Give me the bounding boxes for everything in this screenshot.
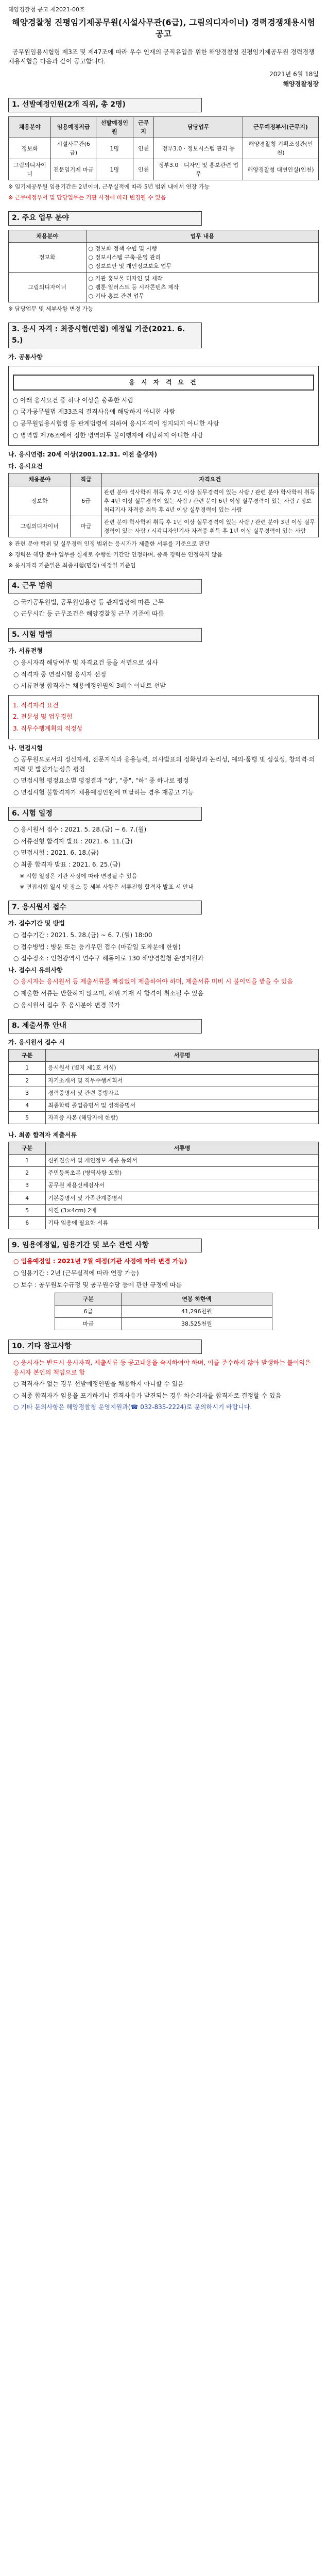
cell: 전문임기제 마급 bbox=[51, 159, 96, 180]
cell: 공무원 채용신체검사서 bbox=[46, 1179, 319, 1192]
table-row bbox=[9, 1111, 319, 1124]
box-line: 1. 적격자격 요건 bbox=[13, 701, 59, 709]
issuer: 해양경찰청장 bbox=[283, 80, 319, 88]
text-line: ○ 최종 합격자 발표 : 2021. 6. 25.(금) bbox=[13, 861, 121, 869]
cell: 시설사무관(6급) bbox=[51, 138, 96, 159]
note: ※ 임기제공무원 임용기간은 2년이며, 근무실적에 따라 5년 범위 내에서 연장 가능 bbox=[8, 183, 210, 191]
col-dept: 근무예정부서(근무지) bbox=[243, 116, 319, 138]
text-line: ○ 응시자는 반드시 응시자격, 제출서류 등 공고내용을 숙지하여야 하며, 이를 준수하지 않아 발생하는 불이익은 응시자 본인의 책임으로 함 bbox=[13, 1359, 311, 1376]
box-line: ○ 국가공무원법 제33조의 결격사유에 해당하지 아니한 사람 bbox=[13, 408, 176, 416]
col-pay: 연봉 하한액 bbox=[122, 1293, 272, 1306]
cell: 1명 bbox=[96, 159, 133, 180]
cell: 2 bbox=[9, 1167, 46, 1179]
cell: 자기소개서 및 직무수행계획서 bbox=[46, 1074, 319, 1087]
col-no: 구분 bbox=[9, 1142, 46, 1155]
cell: 최종학력 졸업증명서 및 성적증명서 bbox=[46, 1099, 319, 1111]
table-row bbox=[55, 1318, 272, 1330]
cell: 해양경찰청 대변인실(인천) bbox=[243, 159, 319, 180]
table-row bbox=[9, 1204, 319, 1216]
table-row bbox=[9, 1074, 319, 1087]
text-line: ○ 면접시험 : 2021. 6. 18.(금) bbox=[13, 849, 99, 857]
table-row bbox=[9, 516, 319, 537]
col-grade: 직급 bbox=[71, 473, 101, 486]
cell: 1 bbox=[9, 1155, 46, 1167]
note: ※ 경력은 해당 분야 업무를 실제로 수행한 기간만 인정하며, 중복 경력은 인정하지 않음 bbox=[8, 551, 222, 558]
col-grade: 임용예정직급 bbox=[51, 116, 96, 138]
text-line: ○ 응시자격 해당여부 및 자격요건 등을 서면으로 심사 bbox=[13, 659, 158, 667]
note: ※ 면접시험 일시 및 장소 등 세부 사항은 서류전형 합격자 발표 시 안내 bbox=[20, 883, 194, 890]
text-line: ○ 응시원서 접수 후 응시분야 변경 불가 bbox=[13, 1001, 121, 1009]
text-line: ○ 최종 합격자가 임용을 포기하거나 결격사유가 발견되는 경우 차순위자를 합격자로 결정할 수 있음 bbox=[13, 1392, 281, 1399]
duty-table bbox=[8, 230, 319, 302]
text-line: ○ 근무시간 등 근무조건은 해양경찰청 근무 기준에 따름 bbox=[13, 610, 164, 618]
final-documents-table bbox=[8, 1142, 319, 1229]
text-line: ○ 제출한 서류는 반환하지 않으며, 허위 기재 시 합격이 취소될 수 있음 bbox=[13, 989, 204, 997]
cell: 1 bbox=[9, 1062, 46, 1074]
table-row bbox=[9, 1099, 319, 1111]
text-line: ○ 접수방법 : 방문 또는 등기우편 접수 (마감일 도착분에 한함) bbox=[13, 943, 181, 951]
cell: 5 bbox=[9, 1204, 46, 1216]
box-line: 2. 전문성 및 업무경험 bbox=[13, 713, 73, 721]
cell: 4 bbox=[9, 1192, 46, 1204]
col-req: 자격요건 bbox=[101, 473, 318, 486]
text-line: ○ 접수장소 : 인천광역시 연수구 해돋이로 130 해양경찰청 운영지원과 bbox=[13, 955, 204, 962]
cell: 6 bbox=[9, 1216, 46, 1229]
text-line: ○ 공무원으로서의 정신자세, 전문지식과 응용능력, 의사발표의 정확성과 논리성, 예의·품행 및 성실성, 창의력·의지력 및 발전가능성을 평정 bbox=[13, 756, 315, 773]
box-line: ○ 병역법 제76조에서 정한 병역의무 불이행자에 해당하지 아니한 사람 bbox=[13, 431, 203, 439]
cell: 5 bbox=[9, 1111, 46, 1124]
section-5-title: 5. 시험 방법 bbox=[8, 628, 202, 642]
text-line: ○ 임용예정일 : 2021년 7월 예정(기관 사정에 따라 변경 가능) bbox=[13, 1258, 187, 1265]
cell: 3 bbox=[9, 1179, 46, 1192]
box-line: 3. 직무수행계획의 적정성 bbox=[13, 725, 82, 732]
table-row bbox=[9, 1192, 319, 1204]
cell: 응시원서 (별지 제1호 서식) bbox=[46, 1062, 319, 1074]
col-count: 선발예정인원 bbox=[96, 116, 133, 138]
cell: 주민등록초본 (병역사항 포함) bbox=[46, 1167, 319, 1179]
cell: 경력증명서 및 관련 증빙자료 bbox=[46, 1087, 319, 1099]
cell: 사진 (3×4cm) 2매 bbox=[46, 1204, 319, 1216]
text-line: ○ 응시원서 접수 : 2021. 5. 28.(금) ~ 6. 7.(월) bbox=[13, 826, 147, 834]
col-location: 근무지 bbox=[133, 116, 154, 138]
cell: 마급 bbox=[71, 516, 101, 537]
note: ※ 응시자격 기준일은 최종시험(면접) 예정일 기준임 bbox=[8, 562, 136, 569]
text-line: ○ 임용기간 : 2년 (근무실적에 따라 연장 가능) bbox=[13, 1269, 139, 1277]
cell: 6급 bbox=[55, 1306, 122, 1318]
box-line: ○ 아래 응시요건 중 하나 이상을 충족한 사람 bbox=[13, 396, 134, 404]
note: ※ 관련 분야 학위 및 실무경력 인정 범위는 응시자가 제출한 서류를 기준으로 판단 bbox=[8, 540, 210, 547]
table-row bbox=[9, 273, 319, 302]
pay-table bbox=[55, 1293, 272, 1330]
cell: 그림의디자이너 bbox=[9, 273, 87, 302]
col-doc: 서류명 bbox=[46, 1142, 319, 1155]
table-row bbox=[9, 1062, 319, 1074]
col-field: 채용분야 bbox=[9, 116, 51, 138]
cell: 3 bbox=[9, 1087, 46, 1099]
section-6-title: 6. 시험 일정 bbox=[8, 807, 202, 821]
page-title: 해양경찰청 진평임기제공무원(시설사무관(6급), 그림의디자이너) 경력경쟁채용시험 공고 bbox=[12, 18, 315, 39]
section-1-title: 1. 선발예정인원(2개 직위, 총 2명) bbox=[8, 98, 202, 112]
cell: 정보화 bbox=[9, 486, 71, 516]
cell: ○ 정보화 정책 수립 및 시행 ○ 정보시스템 구축·운영 관리 ○ 정보보안 및 개인정보보호 업무 bbox=[86, 243, 319, 273]
requirement-table bbox=[8, 473, 319, 537]
notice-date: 2021년 6월 18일 bbox=[269, 71, 319, 78]
col-duty: 업무 내용 bbox=[86, 230, 319, 242]
cell: 정부3.0 · 정보시스템 관리 등 bbox=[154, 138, 243, 159]
cell: 인천 bbox=[133, 159, 154, 180]
documents-table bbox=[8, 1049, 319, 1124]
cell: ○ 기관 홍보물 디자인 및 제작 ○ 웹툰·일러스트 등 시각콘텐츠 제작 ○ 기타 홍보 관련 업무 bbox=[86, 273, 319, 302]
cell: 38,525천원 bbox=[122, 1318, 272, 1330]
table-row bbox=[9, 486, 319, 516]
text-line: ○ 보수 : 공무원보수규정 및 공무원수당 등에 관한 규정에 따름 bbox=[13, 1281, 182, 1289]
table-row bbox=[9, 1216, 319, 1229]
section-10-title: 10. 기타 참고사항 bbox=[8, 1340, 202, 1354]
intro-text: 공무원임용시험령 제3조 및 제47조에 따라 우수 인재의 공직유입을 위한 해양경찰청 진평임기제공무원 경력경쟁채용시험을 다음과 같이 공고합니다. bbox=[8, 48, 315, 65]
table-row bbox=[55, 1306, 272, 1318]
text-line: ○ 서류전형 합격자 발표 : 2021. 6. 11.(금) bbox=[13, 837, 133, 845]
cell: 기타 임용에 필요한 서류 bbox=[46, 1216, 319, 1229]
text-line: ○ 면접시험 불합격자가 채용예정인원에 미달하는 경우 재공고 가능 bbox=[13, 788, 194, 796]
text-line: ○ 응시자는 응시원서 등 제출서류를 빠짐없이 제출하여야 하며, 제출서류 미비 시 불이익을 받을 수 있음 bbox=[13, 978, 293, 986]
subheading: 나. 면접시험 bbox=[8, 744, 43, 752]
selection-table bbox=[8, 116, 319, 180]
cell: 관련 분야 학사학위 취득 후 1년 이상 실무경력이 있는 사람 / 관련 분야 3년 이상 실무경력이 있는 사람 / 시각디자인기사 자격증 취득 후 1년 이상 실무경력이 있는 사람 bbox=[101, 516, 318, 537]
subheading: 가. 접수기간 및 방법 bbox=[8, 920, 65, 927]
note: ※ 담당업무 및 세부사항 변경 가능 bbox=[8, 306, 93, 313]
col-grade: 구분 bbox=[55, 1293, 122, 1306]
note: ※ 시험 일정은 기관 사정에 따라 변경될 수 있음 bbox=[20, 872, 137, 879]
text-line: ○ 국가공무원법, 공무원임용령 등 관계법령에 따른 근무 bbox=[13, 598, 164, 606]
cell: 자격증 사본 (해당자에 한함) bbox=[46, 1111, 319, 1124]
cell: 1명 bbox=[96, 138, 133, 159]
col-field: 채용분야 bbox=[9, 230, 87, 242]
section-7-title: 7. 응시원서 접수 bbox=[8, 901, 202, 915]
section-3-title: 3. 응시 자격 : 최종시험(면접) 예정일 기준(2021. 6. 5.) bbox=[8, 323, 202, 348]
section-8-title: 8. 제출서류 안내 bbox=[8, 1019, 202, 1033]
cell: 그림의디자이너 bbox=[9, 516, 71, 537]
box-title: 응 시 자 격 요 건 bbox=[13, 375, 314, 391]
qualification-box bbox=[8, 366, 319, 446]
cell: 정부3.0 · 디자인 및 홍보관련 업무 bbox=[154, 159, 243, 180]
subheading: 가. 공통사항 bbox=[8, 353, 43, 361]
cell: 2 bbox=[9, 1074, 46, 1087]
cell: 정보화 bbox=[9, 138, 51, 159]
subheading: 나. 접수시 유의사항 bbox=[8, 966, 63, 974]
section-9-title: 9. 임용예정일, 임용기간 및 보수 관련 사항 bbox=[8, 1239, 202, 1253]
contact-line: ○ 기타 문의사항은 해양경찰청 운영지원과(☎ 032-835-2224)로 문의하시기 바랍니다. bbox=[13, 1403, 252, 1411]
table-row bbox=[9, 138, 319, 159]
cell: 마급 bbox=[55, 1318, 122, 1330]
cell: 관련 분야 석사학위 취득 후 2년 이상 실무경력이 있는 사람 / 관련 분야 학사학위 취득 후 4년 이상 실무경력이 있는 사람 / 관련 분야 6년 이상 실무경력이 있는 사람 / 정보처리기사 자격증 취득 후 4년 이상 실무경력이 있는 사람 bbox=[101, 486, 318, 516]
col-no: 구분 bbox=[9, 1049, 46, 1062]
table-row bbox=[9, 159, 319, 180]
table-row bbox=[9, 1167, 319, 1179]
table-row bbox=[9, 1087, 319, 1099]
col-doc: 서류명 bbox=[46, 1049, 319, 1062]
cell: 해양경찰청 기획조정관(인천) bbox=[243, 138, 319, 159]
note: ※ 근무예정부서 및 담당업무는 기관 사정에 따라 변경될 수 있음 bbox=[8, 194, 166, 201]
section-2-title: 2. 주요 업무 분야 bbox=[8, 211, 202, 226]
box-line: ○ 공무원임용시험령 등 관계법령에 의하여 응시자격이 정지되지 아니한 사람 bbox=[13, 420, 219, 428]
subheading: 다. 응시요건 bbox=[8, 462, 43, 470]
cell: 기본증명서 및 가족관계증명서 bbox=[46, 1192, 319, 1204]
cell: 정보화 bbox=[9, 243, 87, 273]
table-row bbox=[9, 1155, 319, 1167]
subheading: 가. 서류전형 bbox=[8, 647, 43, 655]
subheading: 나. 응시연령: 20세 이상(2001.12.31. 이전 출생자) bbox=[8, 451, 158, 459]
criteria-box bbox=[8, 695, 319, 739]
cell: 인천 bbox=[133, 138, 154, 159]
col-field: 채용분야 bbox=[9, 473, 71, 486]
text-line: ○ 면접시험 평정요소별 평정결과 "상", "중", "하" 중 하나로 평정 bbox=[13, 777, 189, 785]
subheading: 나. 최종 합격자 제출서류 bbox=[8, 1131, 77, 1139]
cell: 4 bbox=[9, 1099, 46, 1111]
text-line: ○ 적격자 중 면접시험 응시자 선정 bbox=[13, 670, 107, 678]
section-4-title: 4. 근무 범위 bbox=[8, 579, 202, 594]
col-duty: 담당업무 bbox=[154, 116, 243, 138]
text-line: ○ 접수기간 : 2021. 5. 28.(금) ~ 6. 7.(월) 18:00 bbox=[13, 931, 152, 939]
text-line: ○ 서류전형 합격자는 채용예정인원의 3배수 이내로 선발 bbox=[13, 682, 166, 690]
cell: 신원진술서 및 개인정보 제공 동의서 bbox=[46, 1155, 319, 1167]
notice-number: 해양경찰청 공고 제2021-00호 bbox=[8, 6, 85, 13]
cell: 41,296천원 bbox=[122, 1306, 272, 1318]
text-line: ○ 적격자가 없는 경우 선발예정인원을 채용하지 아니할 수 있음 bbox=[13, 1380, 184, 1388]
table-row bbox=[9, 1179, 319, 1192]
cell: 그림의디자이너 bbox=[9, 159, 51, 180]
table-row bbox=[9, 243, 319, 273]
subheading: 가. 응시원서 접수 시 bbox=[8, 1038, 65, 1046]
cell: 6급 bbox=[71, 486, 101, 516]
